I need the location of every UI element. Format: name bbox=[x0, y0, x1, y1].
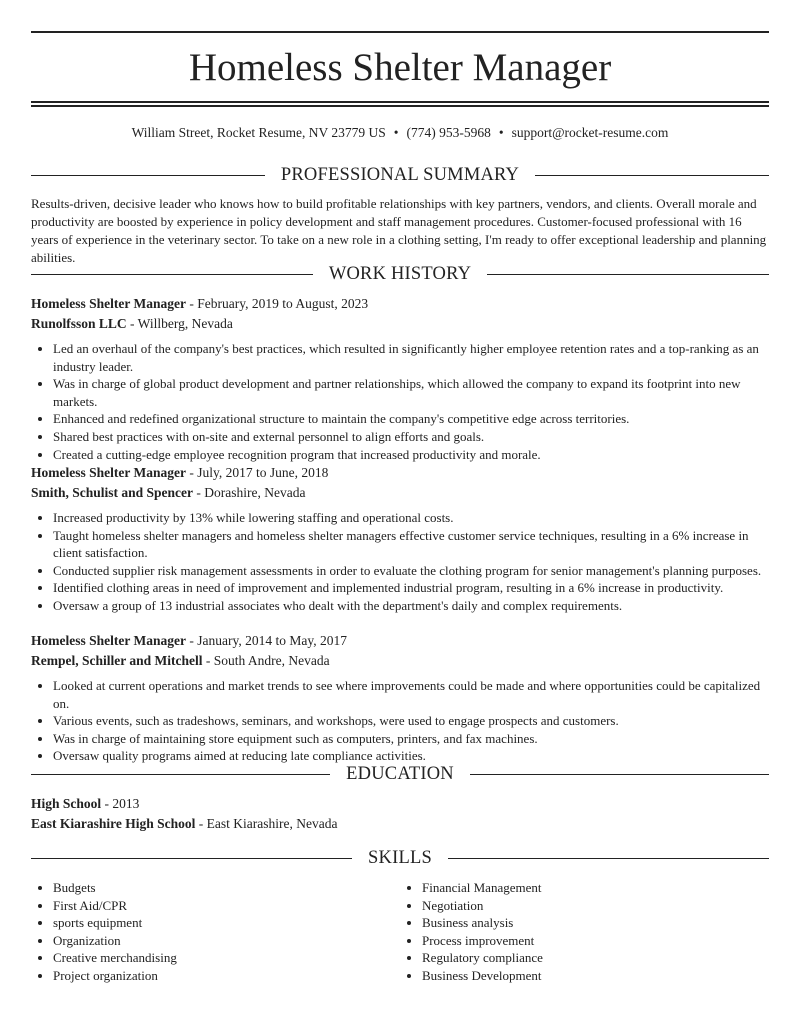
job-entry bbox=[31, 294, 769, 463]
list-item: • Shared best practices with on-site and external personnel to align efforts and goals. bbox=[53, 428, 769, 446]
resume-title: Homeless Shelter Manager bbox=[188, 46, 612, 89]
job-company: Smith, Schulist and Spencer bbox=[31, 485, 194, 500]
list-item: • Was in charge of maintaining store equipment such as computers, printers, and fax machines. bbox=[53, 730, 769, 748]
section-header-work bbox=[31, 263, 769, 285]
summary-text: Results-driven, decisive leader who knows how to build profitable relationships with key partners, vendors, and clients. Overall morale and productivity are boosted by experience in policy development and staff management procedures. Customer-focused professional with 16 years of experience in the veterinary sector. To take on a new role in a clothing setting, I'm ready to offer exceptional leadership and planning abilities. bbox=[31, 196, 767, 265]
list-item: • Led an overhaul of the company's best practices, which resulted in significantly higher employee retention rates and a top-ranking as an industry leader. bbox=[53, 340, 769, 375]
double-rule-lower bbox=[31, 105, 769, 107]
job-title: Homeless Shelter Manager bbox=[31, 296, 186, 311]
skill-item: • Business Development bbox=[422, 967, 769, 985]
job-dates: - July, 2017 to June, 2018 bbox=[189, 465, 329, 480]
school-name: East Kiarashire High School bbox=[31, 816, 196, 831]
skill-item: • Budgets bbox=[53, 879, 400, 897]
job-bullets bbox=[31, 340, 769, 463]
section-title: PROFESSIONAL SUMMARY bbox=[280, 165, 520, 185]
separator: • bbox=[393, 125, 399, 140]
divider bbox=[487, 274, 769, 275]
skill-item: • Business analysis bbox=[422, 914, 769, 932]
skill-item: • Financial Management bbox=[422, 879, 769, 897]
job-company-line bbox=[31, 651, 769, 671]
section-header-summary bbox=[31, 164, 769, 186]
skills-column-right bbox=[400, 879, 769, 985]
job-bullets bbox=[31, 677, 769, 765]
list-item: • Looked at current operations and market trends to see where improvements could be made and where opportunities could be capitalized on. bbox=[53, 677, 769, 712]
separator: • bbox=[498, 125, 504, 140]
list-item: • Increased productivity by 13% while lowering staffing and operational costs. bbox=[53, 509, 769, 527]
skill-item: • sports equipment bbox=[53, 914, 400, 932]
education-entry bbox=[31, 794, 769, 834]
divider bbox=[31, 274, 313, 275]
list-item: • Oversaw quality programs aimed at reducing late compliance activities. bbox=[53, 747, 769, 765]
job-dates: - February, 2019 to August, 2023 bbox=[189, 296, 369, 311]
list-item: • Oversaw a group of 13 industrial associates who dealt with the department's daily and complex requirements. bbox=[53, 597, 769, 615]
skill-item: • Process improvement bbox=[422, 932, 769, 950]
top-rule bbox=[31, 31, 769, 33]
skill-item: • First Aid/CPR bbox=[53, 897, 400, 915]
list-item: • Taught homeless shelter managers and homeless shelter managers effective customer service techniques, resulting in a 6% increase in client satisfaction. bbox=[53, 527, 769, 562]
double-rule-upper bbox=[31, 101, 769, 103]
job-entry bbox=[31, 631, 769, 765]
job-location: - Dorashire, Nevada bbox=[196, 485, 306, 500]
divider bbox=[448, 858, 769, 859]
contact-address: William Street, Rocket Resume, NV 23779 US bbox=[131, 125, 386, 140]
contact-phone: (774) 953-5968 bbox=[406, 125, 491, 140]
skill-item: • Organization bbox=[53, 932, 400, 950]
skills-column-left bbox=[31, 879, 400, 985]
school-line bbox=[31, 814, 769, 834]
list-item: • Was in charge of global product development and partner relationships, which allowed the company to expand its footprint into new markets. bbox=[53, 375, 769, 410]
degree-line bbox=[31, 794, 769, 814]
divider bbox=[31, 175, 265, 176]
job-title-line bbox=[31, 631, 769, 651]
section-title: EDUCATION bbox=[346, 764, 454, 784]
list-item: • Conducted supplier risk management assessments in order to evaluate the clothing program for senior management's planning purposes. bbox=[53, 562, 769, 580]
job-company-line bbox=[31, 483, 769, 503]
job-title: Homeless Shelter Manager bbox=[31, 465, 186, 480]
section-title: WORK HISTORY bbox=[328, 264, 472, 284]
list-item: • Enhanced and redefined organizational structure to maintain the company's competitive edge across territories. bbox=[53, 410, 769, 428]
job-title-line bbox=[31, 463, 769, 483]
divider bbox=[31, 774, 330, 775]
school-location: - East Kiarashire, Nevada bbox=[198, 816, 338, 831]
job-title-line bbox=[31, 294, 769, 314]
skill-item: • Negotiation bbox=[422, 897, 769, 915]
skill-item: • Creative merchandising bbox=[53, 949, 400, 967]
contact-line bbox=[31, 124, 769, 142]
graduation-year: - 2013 bbox=[104, 796, 140, 811]
job-dates: - January, 2014 to May, 2017 bbox=[189, 633, 347, 648]
job-company: Runolfsson LLC bbox=[31, 316, 127, 331]
skill-item: • Project organization bbox=[53, 967, 400, 985]
section-title: SKILLS bbox=[368, 848, 432, 868]
list-item: • Created a cutting-edge employee recognition program that increased productivity and morale. bbox=[53, 446, 769, 464]
list-item: • Various events, such as tradeshows, seminars, and workshops, were used to engage prospects and customers. bbox=[53, 712, 769, 730]
degree: High School bbox=[31, 796, 102, 811]
job-bullets bbox=[31, 509, 769, 615]
contact-email: support@rocket-resume.com bbox=[511, 125, 669, 140]
job-entry bbox=[31, 463, 769, 615]
divider bbox=[470, 774, 769, 775]
skills-list bbox=[31, 879, 769, 985]
divider bbox=[535, 175, 769, 176]
job-location: - South Andre, Nevada bbox=[205, 653, 330, 668]
divider bbox=[31, 858, 352, 859]
list-item: • Identified clothing areas in need of improvement and implemented industrial program, resulting in a 6% increase in productivity. bbox=[53, 579, 769, 597]
job-title: Homeless Shelter Manager bbox=[31, 633, 186, 648]
job-location: - Willberg, Nevada bbox=[130, 316, 233, 331]
section-header-education bbox=[31, 763, 769, 785]
skill-item: • Regulatory compliance bbox=[422, 949, 769, 967]
section-header-skills bbox=[31, 847, 769, 869]
job-company: Rempel, Schiller and Mitchell bbox=[31, 653, 203, 668]
job-company-line bbox=[31, 314, 769, 334]
